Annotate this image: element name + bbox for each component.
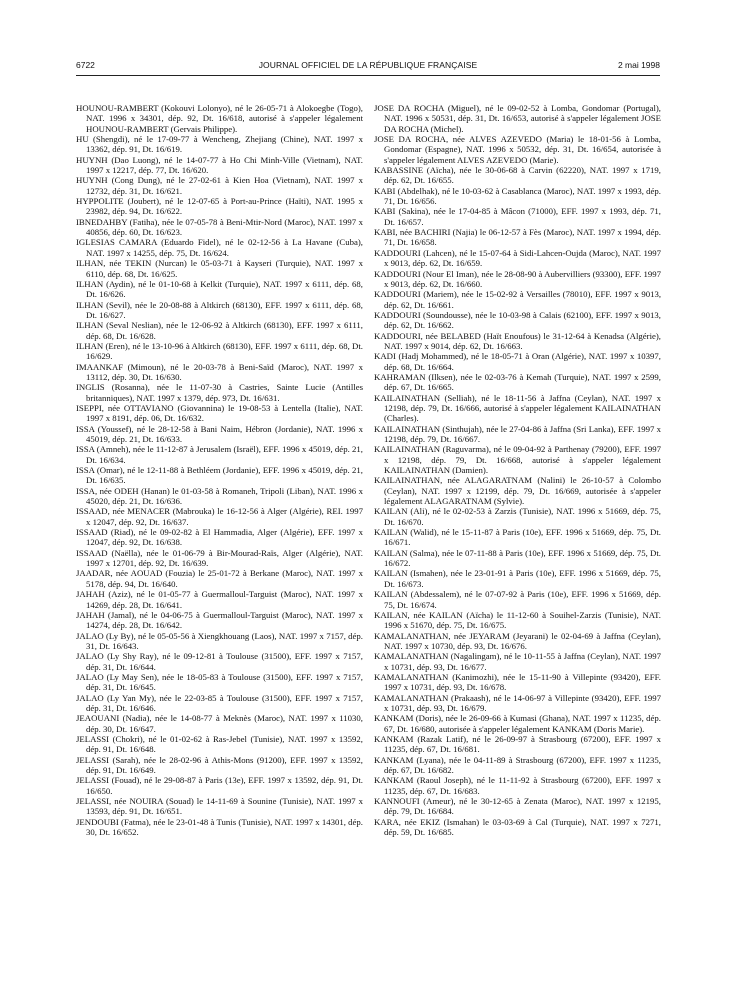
registry-entry: KADDOURI (Nour El Iman), née le 28-08-90 à Aubervilliers (93300), EFF. 1997 x 9013, dép. 62, Dt. 16/660. (374, 268, 661, 289)
registry-entry: JALAO (Ly May Sen), née le 18-05-83 à Toulouse (31500), EFF. 1997 x 7157, dép. 31, Dt. 16/645. (76, 671, 363, 693)
registry-entry: KAILAN (Salma), née le 07-11-88 à Paris (10e), EFF. 1996 x 51669, dép. 75, Dt. 16/672. (374, 547, 661, 569)
registry-entry: JOSE DA ROCHA, née ALVES AZEVEDO (Maria) le 18-01-56 à Lomba, Gondomar (Espagne), NAT. 1996 x 50532, dép. 31, Dt. 16/654, autorisée à s'appeler légalement ALVES AZEVEDO (Marie). (374, 134, 661, 165)
registry-entry: KAHRAMAN (Ilksen), née le 02-03-76 à Kemah (Turquie), NAT. 1997 x 2599, dép. 67, Dt. 16/665. (374, 371, 661, 393)
registry-entry: KAILAINATHAN (Sinthujah), née le 27-04-86 à Jaffna (Sri Lanka), EFF. 1997 x 12198, dép. 79, Dt. 16/667. (374, 423, 661, 444)
registry-entry: JELASSI (Fouad), né le 29-08-87 à Paris (13e), EFF. 1997 x 13592, dép. 91, Dt. 16/650. (76, 775, 363, 796)
registry-entry: JALAO (Ly By), né le 05-05-56 à Xiengkhouang (Laos), NAT. 1997 x 7157, dép. 31, Dt. 16/643. (76, 630, 363, 651)
registry-entry: KAMALANATHAN (Prakaash), né le 14-06-97 à Villepinte (93420), EFF. 1997 x 10731, dép. 93, Dt. 16/679. (374, 692, 661, 713)
registry-entry: KADI (Hadj Mohammed), né le 18-05-71 à Oran (Algérie), NAT. 1997 x 10397, dép. 68, Dt. 16/664. (374, 351, 661, 372)
right-column (374, 103, 661, 837)
registry-entry: JAHAH (Jamal), né le 04-06-75 à Guermalloul-Targuist (Maroc), NAT. 1997 x 14274, dép. 28, Dt. 16/642. (76, 609, 363, 631)
registry-entry: INGLIS (Rosanna), née le 11-07-30 à Castries, Sainte Lucie (Antilles britanniques), NAT. 1997 x 1379, dép. 973, Dt. 16/631. (76, 382, 363, 403)
registry-entry: HU (Shengdi), né le 17-09-77 à Wencheng, Zhejiang (Chine), NAT. 1997 x 13362, dép. 91, Dt. 16/619. (76, 134, 363, 155)
registry-entry: JOSE DA ROCHA (Miguel), né le 09-02-52 à Lomba, Gondomar (Portugal), NAT. 1996 x 50531, dép. 31, Dt. 16/653, autorisé à s'appeler légalement JOSE DA ROCHA (Michel). (374, 103, 661, 134)
registry-entry: JAHAH (Aziz), né le 01-05-77 à Guermalloul-Targuist (Maroc), NAT. 1997 x 14269, dép. 28, Dt. 16/641. (76, 589, 363, 610)
registry-entry: KANKAM (Doris), née le 26-09-66 à Kumasi (Ghana), NAT. 1997 x 11235, dép. 67, Dt. 16/680, autorisée à s'appeler légalement KANKAM (Doris Marie). (374, 713, 661, 734)
registry-entry: KADDOURI (Soundousse), née le 10-03-98 à Calais (62100), EFF. 1997 x 9013, dép. 62, Dt. 16/662. (374, 309, 661, 331)
registry-entry: ILHAN, née TEKIN (Nurcan) le 05-03-71 à Kayseri (Turquie), NAT. 1997 x 6110, dép. 68, Dt. 16/625. (76, 258, 363, 279)
registry-entry: KAILAINATHAN (Selliah), né le 18-11-56 à Jaffna (Ceylan), NAT. 1997 x 12198, dép. 79, Dt. 16/666, autorisé à s'appeler légalement KAILAINATHAN (Charles). (374, 392, 661, 424)
registry-entry: JELASSI, née NOUIRA (Souad) le 14-11-69 à Sounine (Tunisie), NAT. 1997 x 13593, dép. 91, Dt. 16/651. (76, 796, 363, 817)
registry-entry: ISSA (Amneh), née le 11-12-87 à Jerusalem (Israël), EFF. 1996 x 45019, dép. 21, Dt. 16/634. (76, 444, 363, 465)
registry-entry: KAILAINATHAN (Raguvarma), né le 09-04-92 à Parthenay (79200), EFF. 1997 x 12198, dép. 79, Dt. 16/668, autorisé à s'appeler légalement KAILAINATHAN (Damien). (374, 444, 661, 476)
registry-entry: JALAO (Ly Yan My), née le 22-03-85 à Toulouse (31500), EFF. 1997 x 7157, dép. 31, Dt. 16/646. (76, 692, 363, 713)
running-header (76, 60, 660, 74)
registry-entry: JELASSI (Sarah), née le 28-02-96 à Athis-Mons (91200), EFF. 1997 x 13592, dép. 91, Dt. 16/649. (76, 754, 363, 775)
journal-title: JOURNAL OFFICIEL DE LA RÉPUBLIQUE FRANÇAISE (258, 60, 478, 70)
registry-entry: JEAOUANI (Nadia), née le 14-08-77 à Meknès (Maroc), NAT. 1997 x 11030, dép. 30, Dt. 16/647. (76, 713, 363, 734)
registry-entry: KAMALANATHAN (Kanimozhi), née le 15-11-90 à Villepinte (93420), EFF. 1997 x 10731, dép. 93, Dt. 16/678. (374, 671, 661, 693)
registry-entry: KAILAN (Ismahen), née le 23-01-91 à Paris (10e), EFF. 1996 x 51669, dép. 75, Dt. 16/673. (374, 568, 661, 589)
registry-entry: IBNEDAHBY (Fatiha), née le 07-05-78 à Beni-Mtir-Nord (Maroc), NAT. 1997 x 40856, dép. 60, Dt. 16/623. (76, 216, 363, 238)
registry-entry: KAILAINATHAN, née ALAGARATNAM (Nalini) le 26-10-57 à Colombo (Ceylan), NAT. 1997 x 12199, dép. 79, Dt. 16/669, autorisée à s'appeler légalement ALAGARATNAM (Sylvie). (374, 475, 661, 507)
registry-entry: JELASSI (Chokri), né le 01-02-62 à Ras-Jebel (Tunisie), NAT. 1997 x 13592, dép. 91, Dt. 16/648. (76, 733, 363, 755)
registry-entry: ISSA (Omar), né le 12-11-88 à Bethléem (Jordanie), EFF. 1996 x 45019, dép. 21, Dt. 16/635. (76, 465, 363, 486)
registry-entry: HUYNH (Cong Dung), né le 27-02-61 à Kien Hoa (Vietnam), NAT. 1997 x 12732, dép. 31, Dt. 16/621. (76, 175, 363, 196)
registry-entry: KAILAN (Walid), né le 15-11-87 à Paris (10e), EFF. 1996 x 51669, dép. 75, Dt. 16/671. (374, 527, 661, 548)
registry-entry: KABASSINE (Aïcha), née le 30-06-68 à Carvin (62220), NAT. 1997 x 1719, dép. 62, Dt. 16/655. (374, 165, 661, 186)
registry-entry: ILHAN (Seval Neslian), née le 12-06-92 à Altkirch (68130), EFF. 1997 x 6111, dép. 68, Dt. 16/628. (76, 320, 363, 341)
registry-entry: KABI (Abdelhak), né le 10-03-62 à Casablanca (Maroc), NAT. 1997 x 1993, dép. 71, Dt. 16/656. (374, 185, 661, 207)
registry-entry: KABI (Sakina), née le 17-04-85 à Mâcon (71000), EFF. 1997 x 1993, dép. 71, Dt. 16/657. (374, 206, 661, 227)
registry-entry: ISSAAD, née MENACER (Mabrouka) le 16-12-56 à Alger (Algérie), REI. 1997 x 12047, dép. 92, Dt. 16/637. (76, 506, 363, 527)
registry-entry: IGLESIAS CAMARA (Eduardo Fidel), né le 02-12-56 à La Havane (Cuba), NAT. 1997 x 14255, dép. 75, Dt. 16/624. (76, 237, 363, 258)
registry-entry: KADDOURI (Lahcen), né le 15-07-64 à Sidi-Lahcen-Oujda (Maroc), NAT. 1997 x 9013, dép. 62, Dt. 16/659. (374, 247, 661, 269)
registry-entry: KADDOURI, née BELABED (Haït Enoufous) le 31-12-64 à Kenadsa (Algérie), NAT. 1997 x 9014, dép. 62, Dt. 16/663. (374, 330, 661, 351)
registry-entry: KANKAM (Lyana), née le 04-11-89 à Strasbourg (67200), EFF. 1997 x 11235, dép. 67, Dt. 16/682. (374, 754, 661, 775)
registry-entry: HUYNH (Dao Luong), né le 14-07-77 à Ho Chi Minh-Ville (Vietnam), NAT. 1997 x 12217, dép. 77, Dt. 16/620. (76, 154, 363, 176)
registry-entry: HYPPOLITE (Joubert), né le 12-07-65 à Port-au-Prince (Haïti), NAT. 1995 x 23982, dép. 94, Dt. 16/622. (76, 196, 363, 217)
registry-entry: KAILAN (Ali), né le 02-02-53 à Zarzis (Tunisie), NAT. 1996 x 51669, dép. 75, Dt. 16/670. (374, 506, 661, 527)
registry-entry: KADDOURI (Mariem), née le 15-02-92 à Versailles (78010), EFF. 1997 x 9013, dép. 62, Dt. 16/661. (374, 289, 661, 310)
registry-entry: KABI, née BACHIRI (Najia) le 06-12-57 à Fès (Maroc), NAT. 1997 x 1994, dép. 71, Dt. 16/658. (374, 227, 661, 248)
registry-entry: ILHAN (Eren), né le 13-10-96 à Altkirch (68130), EFF. 1997 x 6111, dép. 68, Dt. 16/629. (76, 340, 363, 362)
registry-entry: JAADAR, née AOUAD (Fouzia) le 25-01-72 à Berkane (Maroc), NAT. 1997 x 5178, dép. 94, Dt. 16/640. (76, 568, 363, 589)
registry-entry: ISSA, née ODEH (Hanan) le 01-03-58 à Romaneh, Tripoli (Liban), NAT. 1996 x 45020, dép. 21, Dt. 16/636. (76, 485, 363, 507)
registry-entry: JALAO (Ly Shy Ray), né le 09-12-81 à Toulouse (31500), EFF. 1997 x 7157, dép. 31, Dt. 16/644. (76, 651, 363, 672)
registry-entry: HOUNOU-RAMBERT (Kokouvi Lolonyo), né le 26-05-71 à Alokoegbe (Togo), NAT. 1996 x 34301, dép. 92, Dt. 16/618, autorisé à s'appeler légalement HOUNOU-RAMBERT (Gervais Philippe). (76, 103, 363, 134)
registry-entry: JENDOUBI (Fatma), née le 23-01-48 à Tunis (Tunisie), NAT. 1997 x 14301, dép. 30, Dt. 16/652. (76, 816, 363, 838)
registry-entry: ILHAN (Sevil), née le 20-08-88 à Altkirch (68130), EFF. 1997 x 6111, dép. 68, Dt. 16/627. (76, 299, 363, 320)
registry-entry: KARA, née EKIZ (Ismahan) le 03-03-69 à Cal (Turquie), NAT. 1997 x 7271, dép. 59, Dt. 16/685. (374, 816, 661, 838)
registry-entry: KAMALANATHAN, née JEYARAM (Jeyarani) le 02-04-69 à Jaffna (Ceylan), NAT. 1997 x 10730, dép. 93, Dt. 16/676. (374, 630, 661, 651)
registry-entry: KANNOUFI (Ameur), né le 30-12-65 à Zenata (Maroc), NAT. 1997 x 12195, dép. 79, Dt. 16/684. (374, 796, 661, 817)
registry-entry: KANKAM (Raoul Joseph), né le 11-11-92 à Strasbourg (67200), EFF. 1997 x 11235, dép. 67, Dt. 16/683. (374, 775, 661, 796)
registry-entry: KAILAN, née KAILAN (Aïcha) le 11-12-60 à Souihel-Zarzis (Tunisie), NAT. 1996 x 51670, dép. 75, Dt. 16/675. (374, 609, 661, 631)
registry-entry: ISSAAD (Naëlla), née le 01-06-79 à Bir-Mourad-Raïs, Alger (Algérie), NAT. 1997 x 12701, dép. 92, Dt. 16/639. (76, 547, 363, 569)
registry-entry: ISEPPI, née OTTAVIANO (Giovannina) le 19-08-53 à Lentella (Italie), NAT. 1997 x 8191, dép. 06, Dt. 16/632. (76, 402, 363, 424)
registry-entry: KAILAN (Abdessalem), né le 07-07-92 à Paris (10e), EFF. 1996 x 51669, dép. 75, Dt. 16/674. (374, 589, 661, 610)
registry-entry: KAMALANATHAN (Nagalingam), né le 10-11-55 à Jaffna (Ceylan), NAT. 1997 x 10731, dép. 93, Dt. 16/677. (374, 651, 661, 672)
page-number: 6722 (76, 60, 95, 70)
registry-entry: ILHAN (Aydin), né le 01-10-68 à Kelkit (Turquie), NAT. 1997 x 6111, dép. 68, Dt. 16/626. (76, 278, 363, 300)
issue-date: 2 mai 1998 (617, 60, 660, 70)
registry-entry: KANKAM (Razak Latif), né le 26-09-97 à Strasbourg (67200), EFF. 1997 x 11235, dép. 67, Dt. 16/681. (374, 733, 661, 755)
registry-entry: ISSAAD (Riad), né le 09-02-82 à El Hammadia, Alger (Algérie), EFF. 1997 x 12047, dép. 92, Dt. 16/638. (76, 527, 363, 548)
registry-entry: ISSA (Youssef), né le 28-12-58 à Bani Naim, Hébron (Jordanie), NAT. 1996 x 45019, dép. 21, Dt. 16/633. (76, 423, 363, 444)
left-column (76, 103, 363, 837)
header-rule (76, 75, 660, 76)
registry-entry: IMAANKAF (Mimoun), né le 20-03-78 à Beni-Saïd (Maroc), NAT. 1997 x 13112, dép. 30, Dt. 16/630. (76, 361, 363, 382)
